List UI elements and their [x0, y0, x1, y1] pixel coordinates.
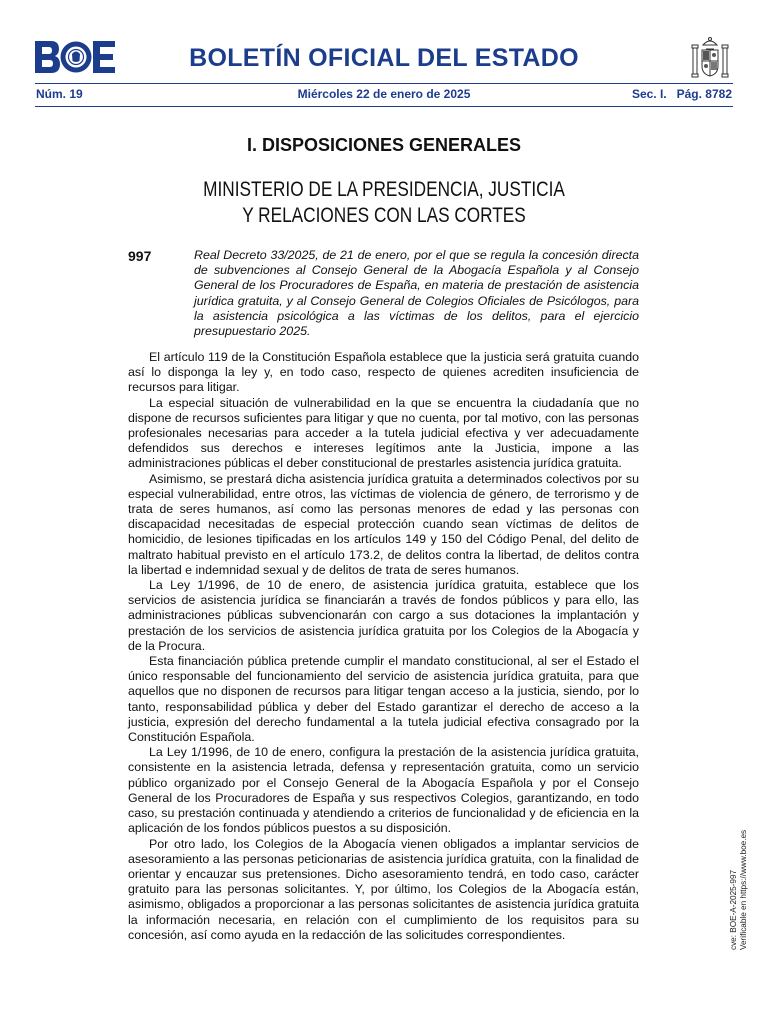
verification-url[interactable]: Verificable en https://www.boe.es	[739, 829, 748, 950]
paragraph: La Ley 1/1996, de 10 de enero, configura la prestación de la asistencia jurídica gratuita, consistente en la asistencia letrada, defensa y representación gratuita, como un servicio público organizado por el Consejo General de la Abogacía Española y por el Consejo General de los Procuradores de España y sus respectivos Colegios, garantizando, en todo caso, su prestación continuada y atendiendo a criterios de funcionalidad y de eficiencia en la aplicación de los fondos públicos puestos a su disposición.	[128, 745, 639, 836]
ministry-heading	[151, 177, 617, 229]
disposition-title: Real Decreto 33/2025, de 21 de enero, por el que se regula la concesión directa de subvenciones al Consejo General de la Abogacía Española y al Consejo General de los Procuradores de España, en materia de prestación de asistencia jurídica gratuita, y al Consejo General de Colegios Oficiales de Psicólogos, para la asistencia psicológica a las víctimas de los delitos, para el ejercicio presupuestario 2025.	[194, 248, 639, 339]
verification-cve: cve: BOE-A-2025-997	[729, 869, 738, 950]
paragraph: El artículo 119 de la Constitución Española establece que la justicia será gratuita cuando así lo disponga la ley y, en todo caso, respecto de quienes acrediten insuficiencia de recursos para litigar.	[128, 350, 639, 395]
ministry-line-1: MINISTERIO DE LA PRESIDENCIA, JUSTICIA	[203, 178, 565, 201]
header-info-row	[36, 87, 732, 103]
paragraph: Esta financiación pública pretende cumplir el mandato constitucional, al ser el Estado el único responsable del funcionamiento del servicio de asistencia jurídica gratuita, para que aquellos que no disponen de recursos para litigar tengan acceso a la justicia, siendo, por lo tanto, responsabilidad pública y deber del Estado garantizar el derecho de acceso a la justicia, expresión del derecho fundamental a la tutela judicial efectiva consagrado por la Constitución Española.	[128, 654, 639, 745]
issue-date: Miércoles 22 de enero de 2025	[297, 87, 471, 101]
issue-number: Núm. 19	[36, 87, 83, 101]
body-text	[128, 350, 639, 943]
header-rule-top	[35, 83, 733, 84]
masthead-title: BOLETÍN OFICIAL DEL ESTADO	[189, 44, 579, 72]
disposition-number: 997	[128, 248, 152, 264]
section-title: I. DISPOSICIONES GENERALES	[246, 135, 522, 155]
ministry-line-2: Y RELACIONES CON LAS CORTES	[242, 204, 526, 227]
header-rule-bottom	[35, 106, 733, 107]
paragraph: La Ley 1/1996, de 10 de enero, de asistencia jurídica gratuita, establece que los servicios de asistencia jurídica se financiarán a través de fondos públicos y para ello, las administraciones públicas subvencionarán con cargo a sus dotaciones la implantación y prestación de los servicios de asistencia jurídica gratuita por los Colegios de la Abogacía y de la Procura.	[128, 578, 639, 653]
paragraph: Por otro lado, los Colegios de la Abogacía vienen obligados a implantar servicios de asesoramiento a las personas peticionarias de asistencia jurídica gratuita, con la finalidad de orientar y encauzar sus pretensiones. Dicho asesoramiento tendrá, en todo caso, carácter gratuito para las personas solicitantes. Y, por último, los Colegios de la Abogacía están, asimismo, obligados a proporcionar a las personas solicitantes de asistencia jurídica gratuita la información necesaria, en relación con el cumplimiento de los requisitos para su concesión, así como ayuda en la redacción de las solicitudes correspondientes.	[128, 836, 639, 942]
paragraph: La especial situación de vulnerabilidad en la que se encuentra la ciudadanía que no dispone de recursos suficientes para litigar y que no cuenta, por tal motivo, con las personas profesionales necesarias para acceder a la tutela judicial efectiva y ver adecuadamente defendidos sus derechos e intereses legítimos ante la Justicia, impone a las administraciones públicas el deber constitucional de prestarles asistencia jurídica gratuita.	[128, 395, 639, 471]
section-page: Sec. I. Pág. 8782	[631, 87, 732, 101]
coat-of-arms-icon	[690, 36, 730, 80]
boe-logo[interactable]	[35, 41, 115, 73]
paragraph: Asimismo, se prestará dicha asistencia jurídica gratuita a determinados colectivos por su especial vulnerabilidad, entre otros, las víctimas de violencia de género, de terrorismo y de trata de seres humanos, así como las personas menores de edad y las personas con discapacidad necesitadas de especial protección cuando sean víctimas de delitos de homicidio, de lesiones tipificadas en los artículos 149 y 150 del Código Penal, del delito de maltrato habitual previsto en el artículo 173.2, de delitos contra la libertad, de delitos contra la libertad e indemnidad sexual y de delitos de trata de seres humanos.	[128, 471, 639, 577]
verification-stamp	[724, 822, 754, 950]
